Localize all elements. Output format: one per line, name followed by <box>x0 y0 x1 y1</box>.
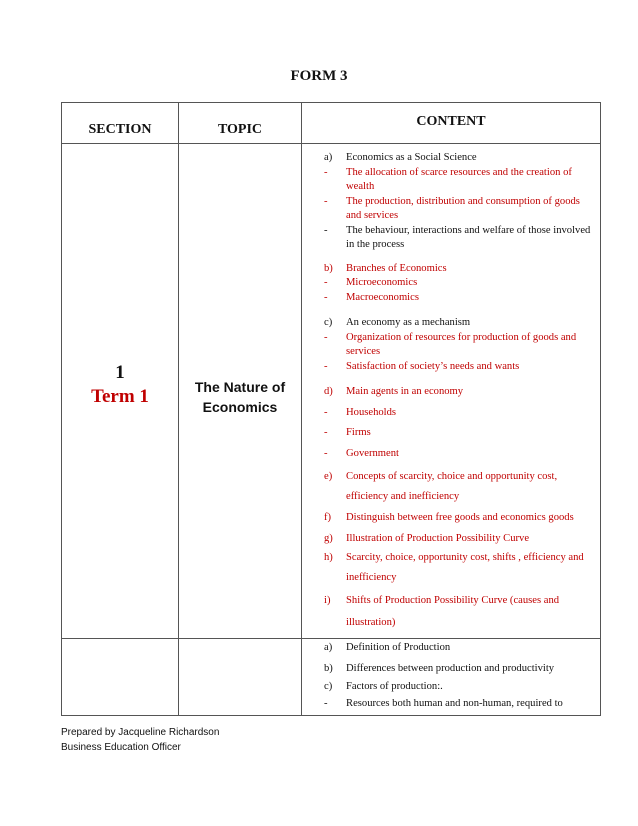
list-item <box>324 641 594 656</box>
list-item-text: The allocation of scarce resources and the creation of wealth <box>346 166 572 192</box>
list-item <box>324 291 594 306</box>
content-header <box>302 103 601 144</box>
list-item-text: The production, distribution and consumption of goods and services <box>346 195 580 221</box>
list-item <box>324 467 594 507</box>
list-item <box>324 590 594 634</box>
list-item-text: Economics as a Social Science <box>346 152 477 163</box>
content-cell <box>302 639 601 716</box>
footer-author: Prepared by Jacqueline Richardson <box>61 727 220 738</box>
section-cell <box>62 144 179 639</box>
list-item-marker: i) <box>324 595 331 606</box>
list-item <box>324 276 594 291</box>
list-item-marker: d) <box>324 386 333 397</box>
list-item <box>324 195 594 224</box>
topic-header <box>179 103 302 144</box>
topic-cell <box>179 639 302 716</box>
list-item-text: The behaviour, interactions and welfare of those involved in the process <box>346 224 591 250</box>
list-item-text: Microeconomics <box>346 277 418 288</box>
list-item-marker: c) <box>324 317 333 328</box>
content-header-label: CONTENT <box>416 114 486 129</box>
list-item-marker: - <box>324 447 328 459</box>
list-item-text: Illustration of Production Possibility Curve <box>346 532 530 544</box>
list-item <box>324 548 594 588</box>
list-item-marker: a) <box>324 642 333 653</box>
list-item-marker: - <box>324 697 328 709</box>
list-item-text: Organization of resources for production of goods and services <box>346 331 577 357</box>
list-item-marker: - <box>324 195 328 207</box>
list-item-text: Resources both human and non-human, required to <box>346 697 563 709</box>
list-item-text: Main agents in an economy <box>346 386 464 397</box>
list-item-text: Government <box>346 447 399 459</box>
list-item <box>324 680 594 695</box>
content-list <box>302 144 600 638</box>
list-item <box>324 385 594 400</box>
list-item-marker: - <box>324 277 328 288</box>
list-item-text: Shifts of Production Possibility Curve (causes and illustration) <box>346 595 560 628</box>
content-cell <box>302 144 601 639</box>
section-number: 1 <box>115 362 125 383</box>
list-item <box>324 662 594 677</box>
list-item-marker: g) <box>324 532 333 544</box>
page-title: FORM 3 <box>290 68 348 84</box>
list-item-text: Concepts of scarcity, choice and opportunity cost, efficiency and inefficiency <box>346 471 558 502</box>
list-item-marker: b) <box>324 662 333 674</box>
list-item-text: Definition of Production <box>346 642 451 653</box>
list-item <box>324 316 594 331</box>
list-item <box>324 697 594 712</box>
footer-role: Business Education Officer <box>61 742 181 753</box>
list-item <box>324 224 594 253</box>
list-item-text: An economy as a mechanism <box>346 317 471 328</box>
list-item <box>324 151 594 166</box>
list-item <box>324 406 594 421</box>
list-item-text: Satisfaction of society’s needs and wants <box>346 360 520 372</box>
section-header-label: SECTION <box>88 122 152 137</box>
list-item-marker: - <box>324 331 328 343</box>
list-item-marker: c) <box>324 681 333 692</box>
list-item-marker: - <box>324 166 328 178</box>
topic-cell <box>179 144 302 639</box>
list-item-text: Factors of production:. <box>346 681 443 692</box>
list-item-marker: h) <box>324 552 333 563</box>
list-item-text: Firms <box>346 427 371 438</box>
list-item-text: Differences between production and productivity <box>346 662 555 674</box>
content-list <box>302 639 600 715</box>
section-header <box>62 103 179 144</box>
list-item <box>324 511 594 526</box>
list-item <box>324 166 594 195</box>
list-item-text: Distinguish between free goods and economics goods <box>346 512 574 523</box>
list-item <box>324 447 594 462</box>
topic-title: The Nature of Economics <box>194 379 286 415</box>
syllabus-table <box>61 102 601 716</box>
list-item-marker: f) <box>324 512 332 523</box>
list-item <box>324 426 594 441</box>
list-item-marker: a) <box>324 152 333 163</box>
list-item-marker: e) <box>324 471 333 482</box>
footer <box>61 725 219 755</box>
list-item <box>324 262 594 277</box>
table-row <box>62 639 601 716</box>
list-item-text: Macroeconomics <box>346 291 419 303</box>
section-cell <box>62 639 179 716</box>
list-item-marker: - <box>324 360 328 372</box>
list-item-marker: b) <box>324 262 333 274</box>
table-row <box>62 144 601 639</box>
list-item <box>324 532 594 547</box>
term-label: Term 1 <box>91 386 149 407</box>
header-row <box>62 103 601 144</box>
list-item-text: Scarcity, choice, opportunity cost, shifts , efficiency and inefficiency <box>346 552 584 583</box>
list-item <box>324 331 594 360</box>
list-item-text: Households <box>346 406 397 418</box>
list-item-marker: - <box>324 224 328 236</box>
list-item-marker: - <box>324 427 328 438</box>
list-item-marker: - <box>324 406 328 418</box>
topic-header-label: TOPIC <box>217 122 263 137</box>
list-item-marker: - <box>324 291 328 303</box>
list-item <box>324 360 594 375</box>
list-item-text: Branches of Economics <box>346 262 447 274</box>
